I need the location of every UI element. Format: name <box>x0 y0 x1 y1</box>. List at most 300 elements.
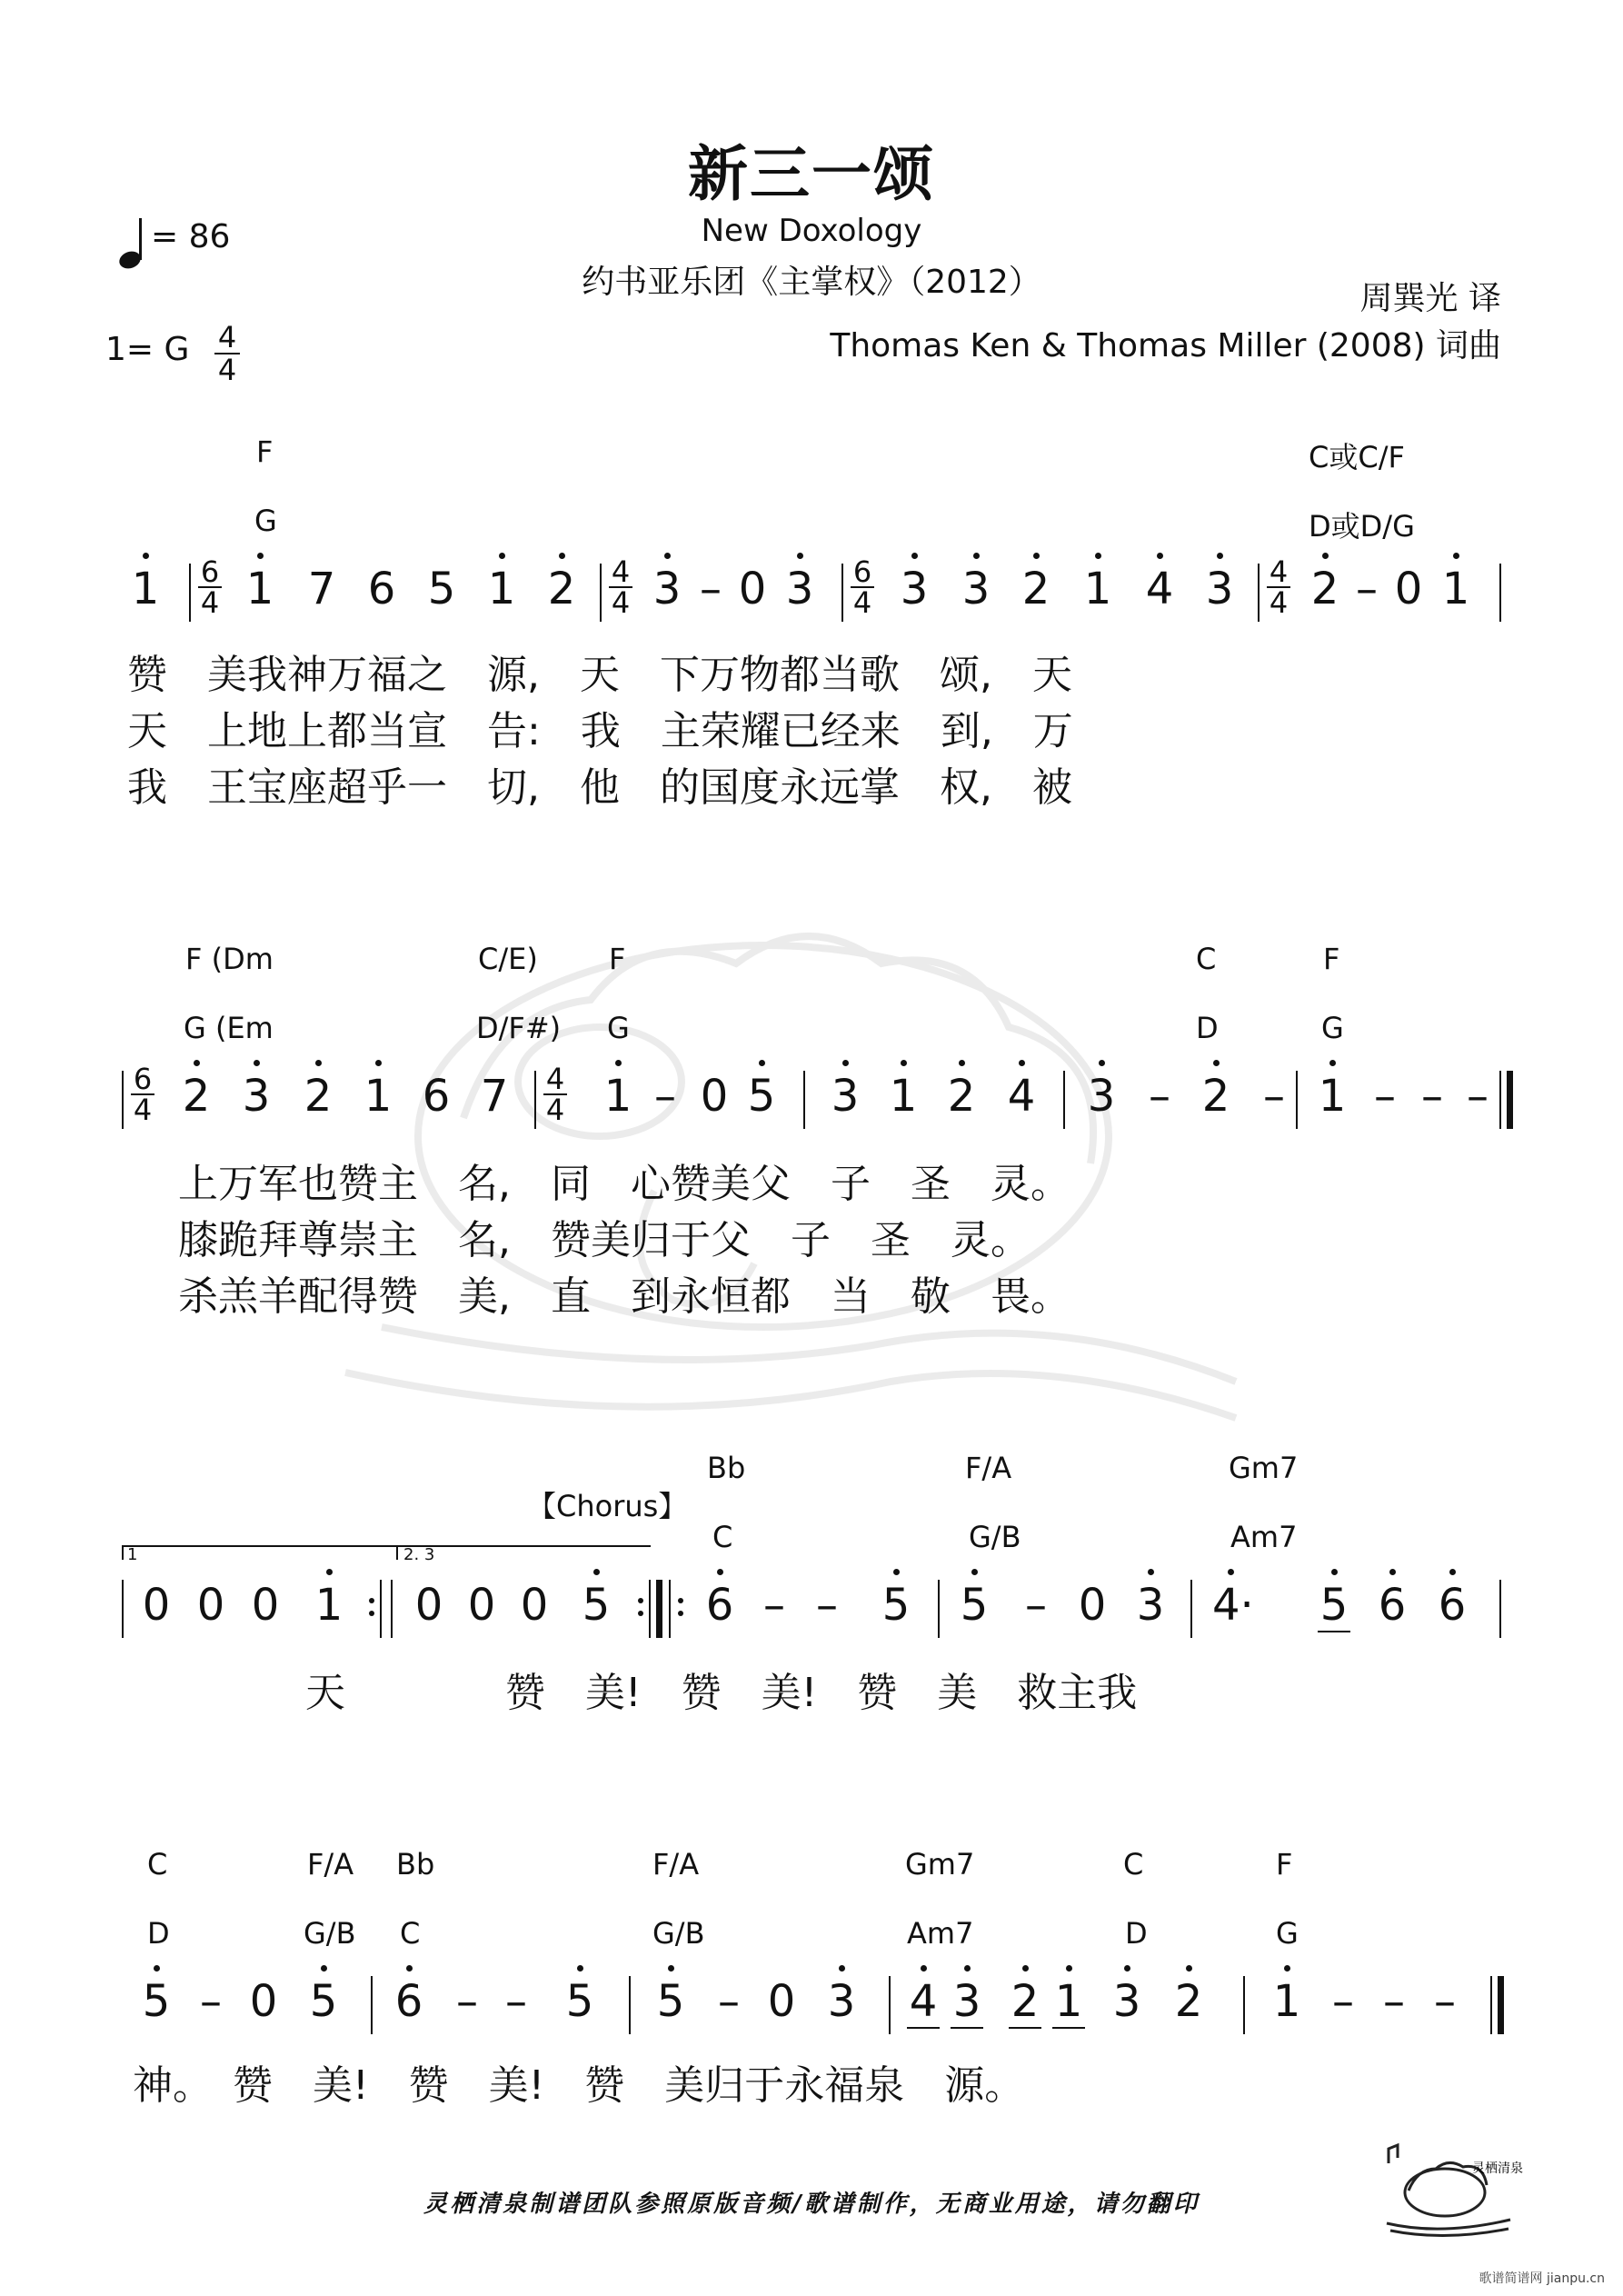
note-digit: – <box>200 1976 222 2027</box>
barline <box>600 564 602 622</box>
chord-label: D或D/G <box>1309 509 1415 544</box>
barline <box>122 1580 124 1638</box>
jianpu-note <box>1390 564 1427 614</box>
octave-dot <box>717 1569 723 1575</box>
jianpu-note <box>193 1580 229 1631</box>
note-digit: 1 <box>1054 1976 1083 2027</box>
note-digit: 6 <box>705 1580 734 1631</box>
note-digit: – <box>1467 1071 1489 1122</box>
note-digit: – <box>763 1580 785 1631</box>
note-digit: 2 <box>182 1071 211 1122</box>
barline <box>122 1071 124 1129</box>
jianpu-note <box>956 1580 992 1631</box>
octave-dot <box>921 1965 927 1972</box>
octave-dot <box>1284 1965 1290 1972</box>
barline <box>391 1580 393 1638</box>
note-digit: – <box>718 1976 740 2027</box>
barline <box>629 1976 631 2034</box>
note-digit: – <box>505 1976 527 2027</box>
note-digit: 7 <box>307 564 336 614</box>
barline <box>534 1071 536 1129</box>
jianpu-note <box>304 564 340 614</box>
repeat-dots <box>369 1591 376 1623</box>
octave-dot <box>797 553 803 559</box>
chord-label: F/A <box>307 1847 354 1882</box>
note-digit: 0 <box>1078 1580 1107 1631</box>
chord-label: G/B <box>652 1916 705 1951</box>
note-digit: 0 <box>467 1580 496 1631</box>
octave-dot <box>406 1965 413 1972</box>
octave-dot <box>194 1060 200 1066</box>
barline <box>189 564 191 622</box>
chord-label: D/F#) <box>476 1011 562 1045</box>
time-signature <box>214 320 240 387</box>
octave-dot <box>911 553 918 559</box>
time-numerator: 4 <box>611 554 631 589</box>
note-digit: 5 <box>747 1071 776 1122</box>
octave-dot <box>959 1060 965 1066</box>
octave-dot <box>1217 553 1223 559</box>
octave-dot <box>901 1060 907 1066</box>
chord-label: F/A <box>965 1451 1012 1485</box>
underline-beam <box>1052 2027 1085 2029</box>
note-digit: 0 <box>1394 564 1423 614</box>
jianpu-note <box>300 1071 336 1122</box>
note-digit: 3 <box>652 564 682 614</box>
jianpu-note <box>360 1071 396 1122</box>
time-signature-change <box>609 554 632 620</box>
jianpu-note <box>311 1580 347 1631</box>
jianpu-note <box>1414 1071 1450 1122</box>
note-digit: 0 <box>520 1580 549 1631</box>
note-digit: 3 <box>1136 1580 1165 1631</box>
chorus-label: 【Chorus】 <box>527 1489 688 1523</box>
octave-dot <box>154 1965 160 1972</box>
jianpu-note <box>1459 1071 1496 1122</box>
octave-dot <box>1095 553 1101 559</box>
note-digit: – <box>1356 564 1378 614</box>
jianpu-note <box>743 1071 780 1122</box>
jianpu-note <box>1141 1071 1178 1122</box>
note-digit: 4 <box>1007 1071 1036 1122</box>
jianpu-note <box>498 1976 534 2027</box>
chord-label: Am7 <box>1230 1520 1298 1554</box>
chord-label: Bb <box>396 1847 435 1882</box>
note-digit: – <box>1332 1976 1354 2027</box>
time-numerator: 6 <box>852 554 872 589</box>
note-digit: – <box>1434 1976 1456 2027</box>
note-digit: 6 <box>394 1976 423 2027</box>
jianpu-note <box>391 1976 427 2027</box>
jianpu-note <box>896 564 932 614</box>
note-digit: 1 <box>603 1071 632 1122</box>
jianpu-note <box>1132 1580 1169 1631</box>
chord-label: C <box>1196 942 1217 976</box>
jianpu-note <box>1314 1071 1350 1122</box>
key-signature: 1= G <box>105 331 190 368</box>
jianpu-note <box>423 564 460 614</box>
album-source: 约书亚乐团《主掌权》（2012） <box>582 264 1041 301</box>
jianpu-note <box>1003 1071 1040 1122</box>
octave-dot <box>1186 1965 1192 1972</box>
jianpu-note <box>885 1071 921 1122</box>
underline-beam <box>1009 2027 1041 2029</box>
jianpu-note <box>578 1580 614 1631</box>
barline <box>889 1976 891 2034</box>
jianpu-note <box>734 564 771 614</box>
octave-dot <box>759 1060 765 1066</box>
chord-label: G <box>254 504 277 538</box>
jianpu-note <box>1427 1976 1463 2027</box>
lyric-chorus-1: 天 赞 美! 赞 美! 赞 美 救主我 <box>305 1670 1138 1716</box>
chord-label: C或C/F <box>1309 440 1405 474</box>
note-digit: 0 <box>767 1976 796 2027</box>
jianpu-note <box>1201 564 1238 614</box>
note-digit: 0 <box>249 1976 278 2027</box>
site-watermark: 歌谱简谱网 jianpu.cn <box>1479 2271 1605 2286</box>
octave-dot <box>1148 1569 1154 1575</box>
jianpu-note <box>242 564 278 614</box>
note-digit: 3 <box>961 564 991 614</box>
octave-dot <box>257 553 264 559</box>
jianpu-note <box>1141 564 1178 614</box>
jianpu-note <box>1434 1580 1470 1631</box>
octave-dot <box>973 553 980 559</box>
time-numerator: 6 <box>200 554 220 589</box>
chord-label: C <box>400 1916 421 1951</box>
volta-1-label: 1 <box>127 1545 138 1564</box>
chord-label: G (Em <box>184 1011 274 1045</box>
note-digit: 5 <box>309 1976 338 2027</box>
note-digit: – <box>456 1976 478 2027</box>
chord-label: C <box>1123 1847 1144 1882</box>
jianpu-note <box>411 1580 447 1631</box>
chord-label: F <box>1323 942 1340 976</box>
jianpu-note <box>1349 564 1385 614</box>
jianpu-note <box>543 564 580 614</box>
jianpu-note <box>418 1071 454 1122</box>
jianpu-note <box>647 1071 683 1122</box>
jianpu-note <box>1367 1071 1403 1122</box>
underline-beam <box>951 2027 983 2029</box>
octave-dot <box>1389 1569 1396 1575</box>
octave-dot <box>1022 1965 1029 1972</box>
note-digit: 1 <box>1083 564 1112 614</box>
jianpu-note <box>1316 1580 1352 1631</box>
note-digit: 1 <box>889 1071 918 1122</box>
time-denominator: 4 <box>852 585 872 620</box>
barline <box>371 1976 373 2034</box>
jianpu-note <box>127 564 164 614</box>
jianpu-note <box>138 1976 174 2027</box>
time-signature-change <box>851 554 874 620</box>
jianpu-note <box>763 1976 800 2027</box>
logo-text: 灵栖清泉 <box>1472 2161 1523 2176</box>
chord-label: Am7 <box>907 1916 974 1951</box>
octave-dot <box>1157 553 1163 559</box>
barline <box>1499 1580 1501 1638</box>
note-digit: 4 <box>1145 564 1174 614</box>
chord-label: C <box>712 1520 733 1554</box>
chord-label: G/B <box>969 1520 1021 1554</box>
jianpu-note <box>138 1580 174 1631</box>
octave-dot <box>1066 1965 1072 1972</box>
barline <box>1243 1976 1245 2034</box>
jianpu-note <box>449 1976 485 2027</box>
note-digit: 3 <box>831 1071 860 1122</box>
note-digit: 1 <box>245 564 274 614</box>
time-denominator: 4 <box>200 585 220 620</box>
lyric-verse-1: 赞 美我神万福之 源, 天 下万物都当歌 颂, 天 <box>127 652 1072 698</box>
jianpu-note <box>193 1976 229 2027</box>
note-digit: 4 <box>909 1976 938 2027</box>
note-digit: 3 <box>952 1976 981 2027</box>
octave-dot <box>1099 1060 1105 1066</box>
barline <box>669 1580 671 1638</box>
note-digit: 2 <box>547 564 576 614</box>
octave-dot <box>664 553 671 559</box>
jianpu-note <box>1170 1976 1207 2027</box>
jianpu-note <box>823 1976 860 2027</box>
barline <box>841 564 843 622</box>
note-digit: 2 <box>1011 1976 1040 2027</box>
jianpu-note <box>1050 1976 1087 2027</box>
jianpu-note <box>809 1580 845 1631</box>
repeat-dots <box>638 1591 645 1623</box>
time-numerator: 6 <box>133 1062 153 1096</box>
barline <box>1490 1976 1492 2034</box>
time-numerator: 4 <box>217 320 237 354</box>
barline <box>1258 564 1260 622</box>
jianpu-note <box>649 564 685 614</box>
jianpu-note <box>943 1071 980 1122</box>
note-digit: 5 <box>565 1976 594 2027</box>
note-digit: – <box>1263 1071 1285 1122</box>
jianpu-note <box>463 1580 500 1631</box>
jianpu-note <box>696 1071 732 1122</box>
note-digit: 1 <box>314 1580 344 1631</box>
jianpu-note <box>949 1976 985 2027</box>
chord-label: Bb <box>707 1451 746 1485</box>
time-denominator: 4 <box>611 585 631 620</box>
octave-dot <box>839 1965 845 1972</box>
volta-2-label: 2. 3 <box>403 1545 435 1564</box>
note-digit: 2 <box>947 1071 976 1122</box>
underline-beam <box>907 2027 940 2029</box>
jianpu-note <box>1269 1976 1305 2027</box>
note-digit: 1 <box>131 564 160 614</box>
note-digit: 3 <box>900 564 929 614</box>
note-digit: 5 <box>881 1580 911 1631</box>
note-digit: 0 <box>700 1071 729 1122</box>
octave-dot <box>577 1965 583 1972</box>
jianpu-note <box>711 1976 747 2027</box>
time-numerator: 4 <box>1269 554 1289 589</box>
underline-beam <box>1318 1631 1350 1632</box>
note-digit: 1 <box>1272 1976 1301 2027</box>
barline <box>803 1071 805 1129</box>
barline <box>1499 564 1501 622</box>
chord-label: D <box>147 1916 170 1951</box>
octave-dot <box>1019 1060 1025 1066</box>
jianpu-note <box>1083 1071 1120 1122</box>
octave-dot <box>321 1965 327 1972</box>
jianpu-note <box>1376 1976 1412 2027</box>
jianpu-note <box>1198 1071 1234 1122</box>
jianpu-note <box>1109 1976 1145 2027</box>
octave-dot <box>842 1060 849 1066</box>
lyric-verse-2: 天 上地上都当宣 告: 我 主荣耀已经来 到, 万 <box>127 708 1073 754</box>
time-signature-change <box>543 1062 567 1127</box>
octave-dot <box>559 553 565 559</box>
octave-dot <box>668 1965 674 1972</box>
note-digit: – <box>1025 1580 1047 1631</box>
song-title: 新三一颂 <box>688 139 935 209</box>
barline <box>1499 1071 1501 1129</box>
octave-dot <box>143 553 149 559</box>
note-digit: 2 <box>1310 564 1339 614</box>
note-digit: 0 <box>251 1580 280 1631</box>
barline <box>380 1580 382 1638</box>
note-digit: 0 <box>196 1580 225 1631</box>
octave-dot <box>1124 1965 1130 1972</box>
repeat-dots <box>678 1591 685 1623</box>
note-digit: – <box>1149 1071 1170 1122</box>
time-signature-change <box>1267 554 1290 620</box>
jianpu-note <box>562 1976 598 2027</box>
jianpu-note <box>652 1976 689 2027</box>
jianpu-note <box>905 1976 941 2027</box>
jianpu-note <box>178 1071 214 1122</box>
note-digit: – <box>700 564 722 614</box>
composer-credit: Thomas Ken & Thomas Miller (2008) 词曲 <box>830 327 1501 364</box>
note-digit: 5 <box>1319 1580 1349 1631</box>
note-digit: 1 <box>487 564 516 614</box>
tempo-marking: = 86 <box>151 218 231 255</box>
jianpu-note <box>1256 1071 1292 1122</box>
note-digit: 0 <box>738 564 767 614</box>
note-digit: 6 <box>1378 1580 1407 1631</box>
jianpu-note <box>1212 1580 1254 1631</box>
note-digit: 1 <box>1318 1071 1347 1122</box>
note-digit: 2 <box>304 1071 333 1122</box>
jianpu-note <box>247 1580 284 1631</box>
lyric-verse-1: 上万军也赞主 名, 同 心赞美父 子 圣 灵。 <box>178 1161 1070 1207</box>
jianpu-note <box>827 1071 863 1122</box>
lyric-verse-3: 杀羔羊配得赞 美, 直 到永恒都 当 敬 畏。 <box>178 1273 1070 1320</box>
barline <box>1296 1071 1298 1129</box>
note-digit: – <box>816 1580 838 1631</box>
note-digit: 2 <box>1174 1976 1203 2027</box>
jianpu-note <box>476 1071 513 1122</box>
note-digit: 5 <box>427 564 456 614</box>
octave-dot <box>1453 553 1459 559</box>
time-denominator: 4 <box>133 1093 153 1127</box>
quarter-note-icon <box>118 215 151 271</box>
octave-dot <box>315 1060 322 1066</box>
time-numerator: 4 <box>545 1062 565 1096</box>
jianpu-note <box>1325 1976 1361 2027</box>
final-barline <box>1498 1976 1504 2034</box>
chord-label: F <box>256 434 274 469</box>
octave-dot <box>326 1569 333 1575</box>
note-digit: 3 <box>242 1071 271 1122</box>
jianpu-note <box>1018 564 1054 614</box>
jianpu-note <box>692 564 729 614</box>
volta-bracket-1 <box>122 1545 396 1564</box>
octave-dot <box>1331 1569 1338 1575</box>
lyric-verse-2: 膝跪拜尊崇主 名, 赞美归于父 子 圣 灵。 <box>178 1217 1031 1263</box>
octave-dot <box>964 1965 971 1972</box>
chord-label: D <box>1196 1011 1219 1045</box>
note-digit: 2 <box>1021 564 1050 614</box>
note-digit: 3 <box>1087 1071 1116 1122</box>
octave-dot <box>1033 553 1040 559</box>
note-digit: 3 <box>1112 1976 1141 2027</box>
barline <box>649 1580 651 1638</box>
lyric-chorus-2: 神。 赞 美! 赞 美! 赞 美归于永福泉 源。 <box>133 2062 1025 2109</box>
note-digit: – <box>1383 1976 1405 2027</box>
jianpu-note <box>1438 564 1474 614</box>
octave-dot <box>893 1569 900 1575</box>
chord-label: F (Dm <box>185 942 274 976</box>
note-digit: 0 <box>414 1580 443 1631</box>
jianpu-note <box>245 1976 282 2027</box>
english-subtitle: New Doxology <box>701 213 922 249</box>
chord-label: F/A <box>652 1847 700 1882</box>
jianpu-note <box>1374 1580 1410 1631</box>
note-digit: 5 <box>960 1580 989 1631</box>
chord-label: G <box>607 1011 630 1045</box>
octave-dot <box>1329 1060 1336 1066</box>
chord-label: G <box>1276 1916 1299 1951</box>
note-digit: 1 <box>363 1071 393 1122</box>
time-denominator: 4 <box>217 353 237 387</box>
jianpu-note <box>363 564 400 614</box>
time-denominator: 4 <box>1269 585 1289 620</box>
note-digit: 2 <box>1201 1071 1230 1122</box>
octave-dot <box>254 1060 260 1066</box>
chord-label: Gm7 <box>1229 1451 1299 1485</box>
barline <box>938 1580 940 1638</box>
jianpu-note <box>483 564 520 614</box>
note-digit: 1 <box>1441 564 1470 614</box>
jianpu-note <box>1074 1580 1110 1631</box>
time-denominator: 4 <box>545 1093 565 1127</box>
volta-bracket-2 <box>396 1545 651 1564</box>
chord-label: C <box>147 1847 168 1882</box>
chord-label: C/E) <box>478 942 538 976</box>
note-digit: 5 <box>582 1580 611 1631</box>
octave-dot <box>375 1060 382 1066</box>
jianpu-note <box>1307 564 1343 614</box>
note-digit: 7 <box>480 1071 509 1122</box>
note-digit: – <box>1421 1071 1443 1122</box>
copyright-footer: 灵栖清泉制谱团队参照原版音频/歌谱制作，无商业用途，请勿翻印 <box>423 2191 1200 2218</box>
octave-dot <box>971 1569 978 1575</box>
note-digit: 5 <box>142 1976 171 2027</box>
note-digit: 3 <box>827 1976 856 2027</box>
chord-label: F <box>1276 1847 1293 1882</box>
chord-label: G/B <box>304 1916 356 1951</box>
chord-label: G <box>1321 1011 1344 1045</box>
note-digit: 6 <box>422 1071 451 1122</box>
octave-dot <box>593 1569 600 1575</box>
note-digit: – <box>654 1071 676 1122</box>
octave-dot <box>1449 1569 1456 1575</box>
translator-credit: 周巽光 译 <box>1359 280 1501 317</box>
note-digit: – <box>1374 1071 1396 1122</box>
